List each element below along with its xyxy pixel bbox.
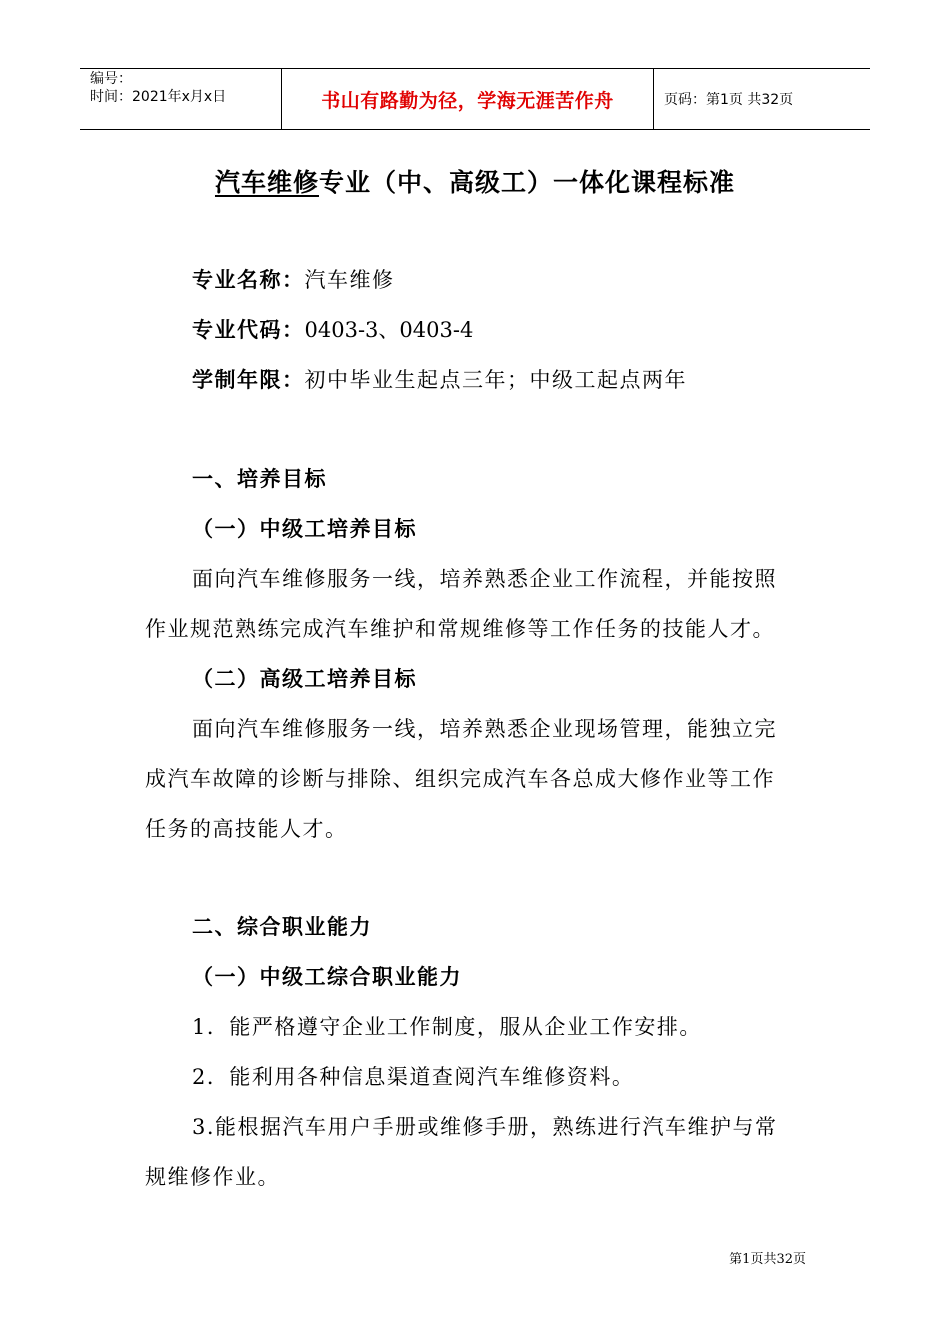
number-label: 编号： <box>90 71 132 87</box>
header-motto-cell <box>281 69 654 129</box>
paragraph-line: 任务的高技能人才。 <box>145 817 348 841</box>
section2-sub1-heading: （一）中级工综合职业能力 <box>192 964 462 989</box>
section1-sub1-heading: （一）中级工培养目标 <box>192 516 417 541</box>
title-underlined: 汽车维修 <box>214 168 319 197</box>
section2-heading: 二、综合职业能力 <box>192 914 372 939</box>
document-title <box>0 163 950 199</box>
list-item: 1．能严格遵守企业工作制度，服从企业工作安排。 <box>192 1015 702 1039</box>
meta-major-code <box>192 315 473 345</box>
section1-heading: 一、培养目标 <box>192 466 327 491</box>
paragraph-line: 面向汽车维修服务一线，培养熟悉企业工作流程，并能按照 <box>192 567 777 591</box>
paragraph-line: 作业规范熟练完成汽车维护和常规维修等工作任务的技能人才。 <box>145 617 775 641</box>
page-footer: 第1页共32页 <box>729 1252 806 1267</box>
page-number-header: 页码：第1页 共32页 <box>664 92 794 108</box>
header-page-cell <box>654 69 870 129</box>
time-label: 时间：2021年x月x日 <box>90 89 227 105</box>
meta-major-name <box>192 265 395 295</box>
meta-label: 专业代码： <box>192 317 305 342</box>
header-info-cell <box>80 69 280 129</box>
list-item: 3.能根据汽车用户手册或维修手册，熟练进行汽车维护与常 <box>192 1115 778 1139</box>
page-header <box>80 68 870 130</box>
meta-duration <box>192 365 687 395</box>
motto-text: 书山有路勤为径，学海无涯苦作舟 <box>321 89 614 112</box>
meta-label: 专业名称： <box>192 267 305 292</box>
section1-sub2-heading: （二）高级工培养目标 <box>192 666 417 691</box>
meta-value: 0403-3、0403-4 <box>304 318 474 342</box>
list-item-continuation: 规维修作业。 <box>145 1165 280 1189</box>
paragraph-line: 成汽车故障的诊断与排除、组织完成汽车各总成大修作业等工作 <box>145 767 775 791</box>
title-rest: 专业（中、高级工）一体化课程标准 <box>319 168 736 197</box>
list-item: 2．能利用各种信息渠道查阅汽车维修资料。 <box>192 1065 635 1089</box>
meta-value: 初中毕业生起点三年；中级工起点两年 <box>304 368 687 392</box>
meta-label: 学制年限： <box>192 367 305 392</box>
paragraph-line: 面向汽车维修服务一线，培养熟悉企业现场管理，能独立完 <box>192 717 777 741</box>
meta-value: 汽车维修 <box>304 268 395 292</box>
